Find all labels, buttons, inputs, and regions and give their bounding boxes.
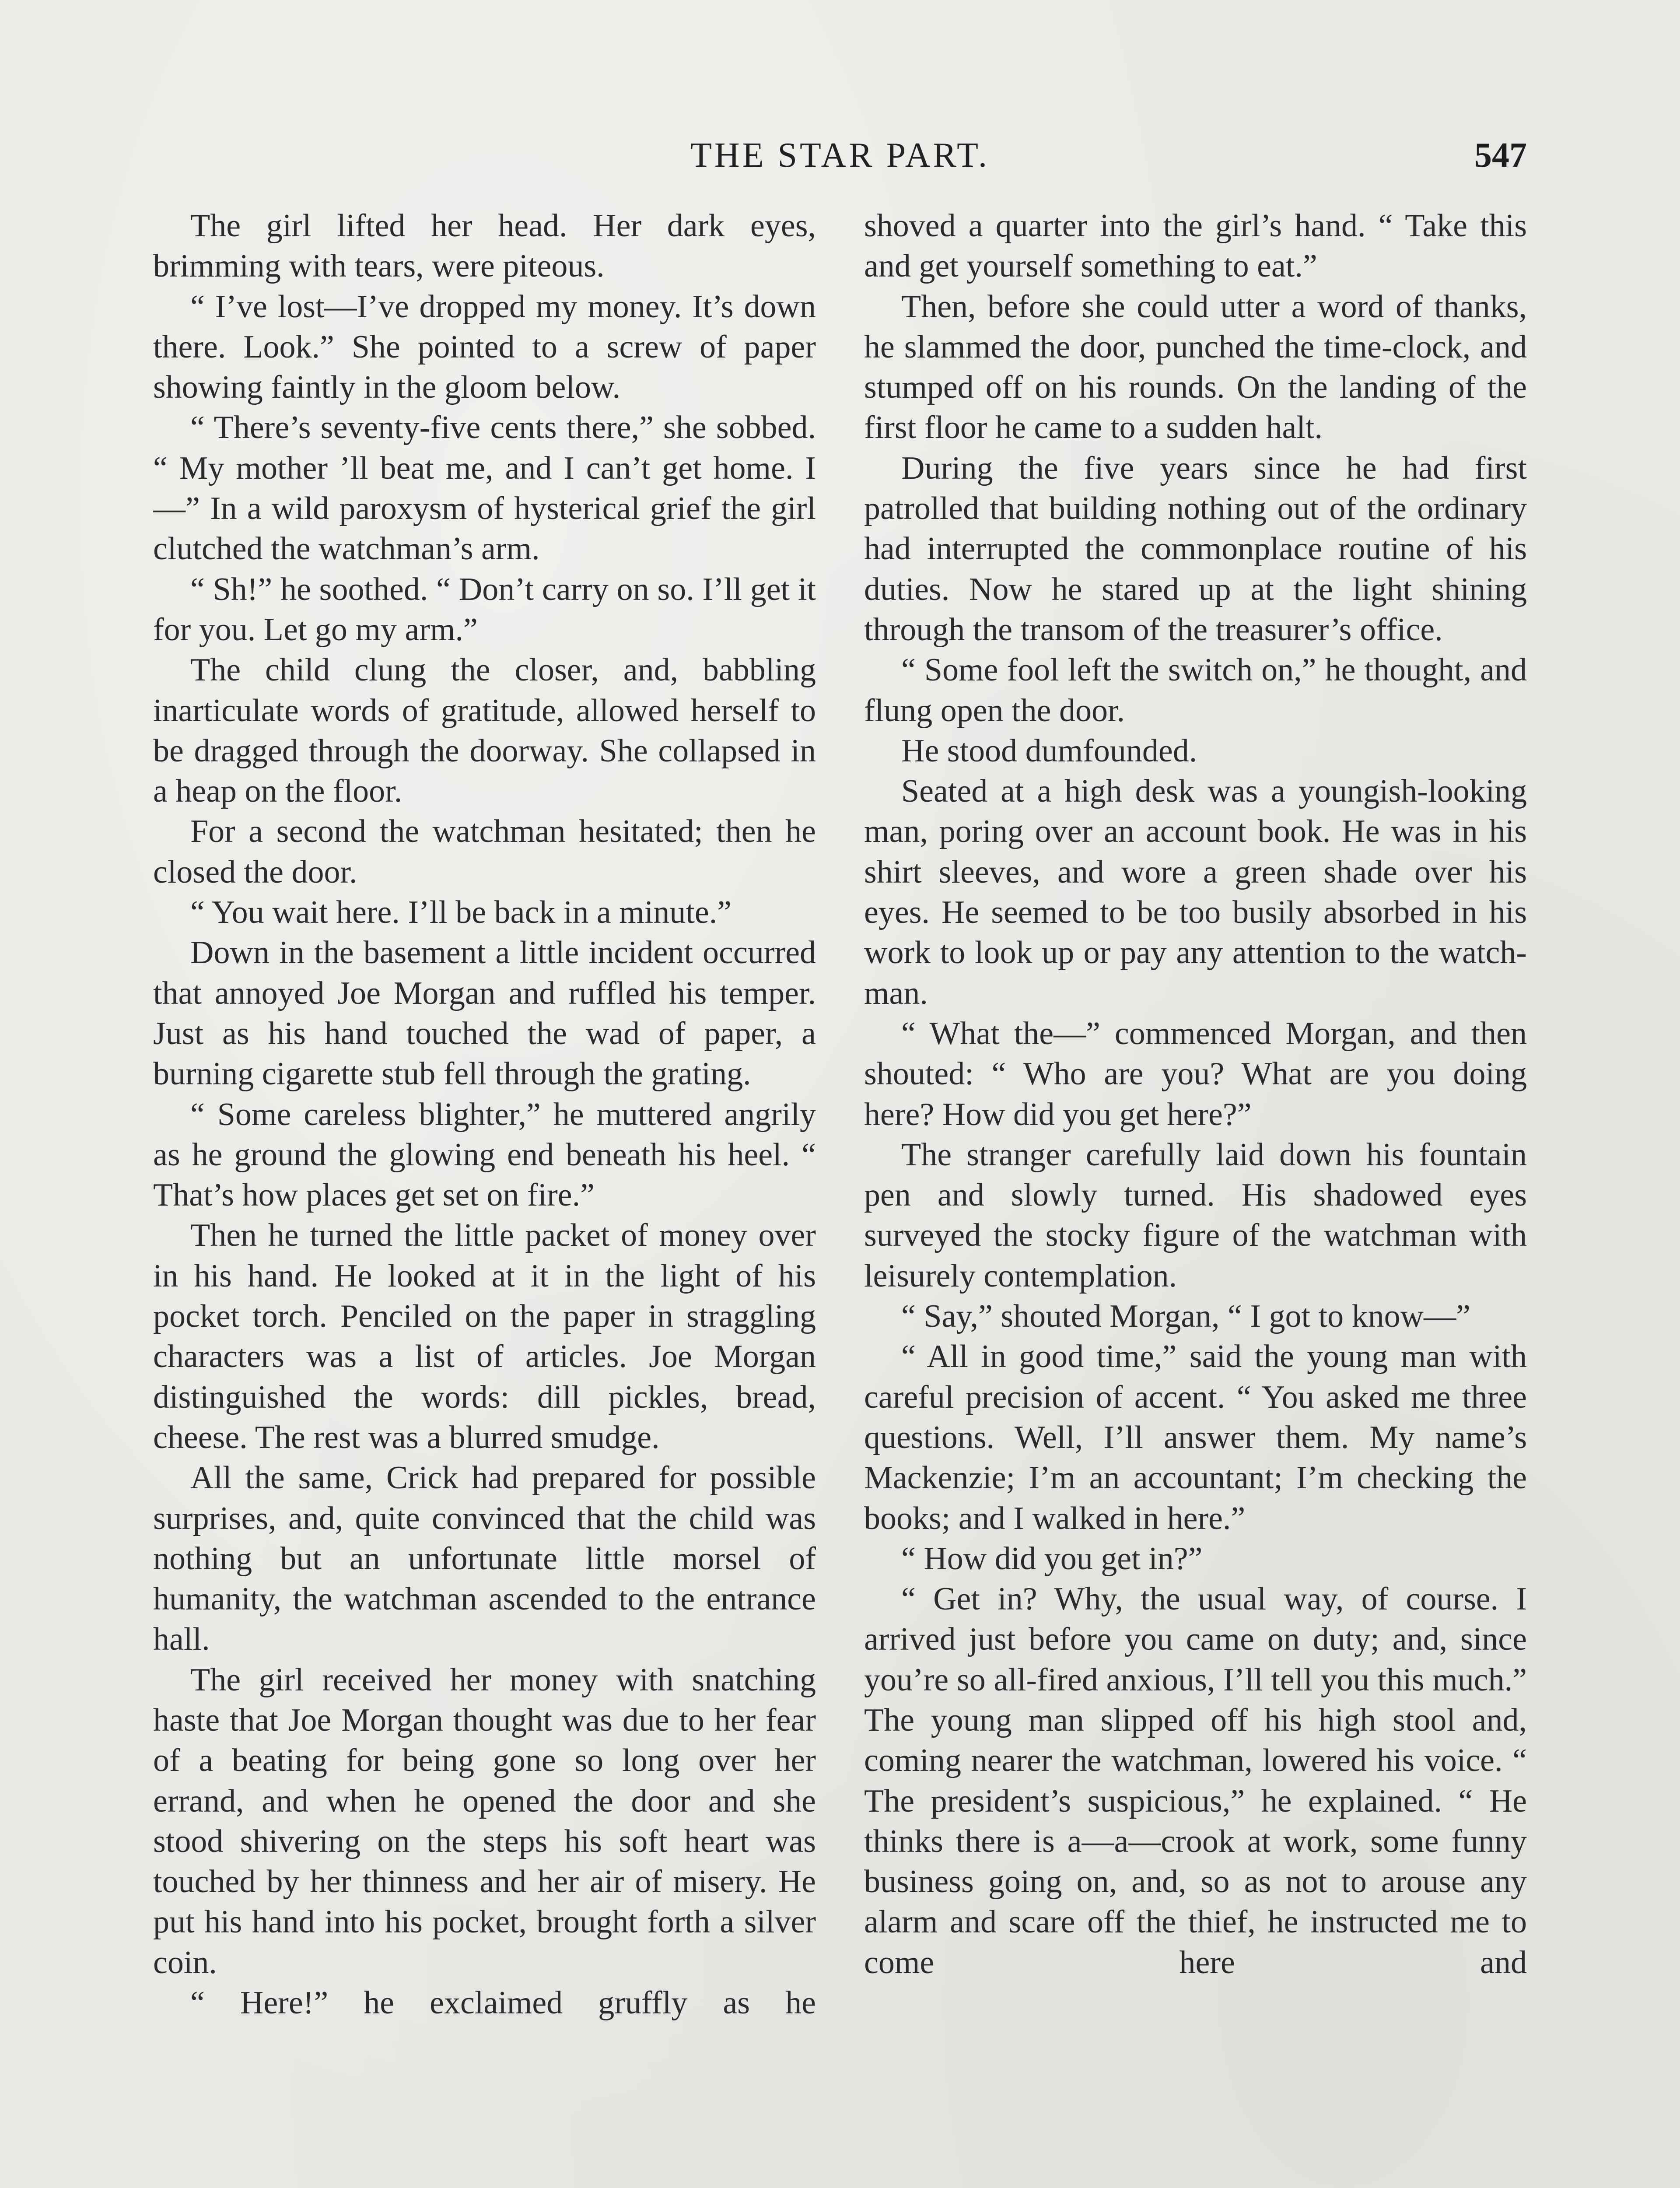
paragraph: “ What the—” commenced Morgan, and then shouted: “ Who are you? What are you doing here? How did you get here?” — [864, 1015, 1527, 1133]
running-title: THE STAR PART. — [690, 136, 990, 175]
right-column — [864, 206, 1527, 2188]
paragraph: Then he turned the little packet of money over in his hand. He looked at it in the light of his pocket torch. Penciled on the paper in straggling characters was a list of articles. Joe Morgan distinguished the words: dill pickles, bread, cheese. The rest was a blurred smudge. — [153, 1217, 816, 1455]
left-column — [153, 206, 816, 2188]
paragraph: “ All in good time,” said the young man with careful precision of accent. “ You asked me three questions. Well, I’ll answer them. My name’s Mackenzie; I’m an accountant; I’m checking the books; and I walked in here.” — [864, 1339, 1527, 1536]
text-columns — [153, 206, 1527, 2188]
paragraph: “ Some fool left the switch on,” he thought, and flung open the door. — [864, 652, 1527, 729]
paragraph: “ You wait here. I’ll be back in a minute.” — [190, 894, 732, 931]
paragraph: “ Some careless blighter,” he muttered angrily as he ground the glowing end beneath his heel. “ That’s how places get set on fire.” — [153, 1096, 816, 1213]
paragraph: All the same, Crick had prepared for possible surprises, and, quite convinced that the child was nothing but an unfortunate little morsel of humanity, the watchman ascended to the entrance hall. — [153, 1460, 816, 1658]
paragraph: The stranger carefully laid down his fountain pen and slowly turned. His shadowed eyes surveyed the stocky figure of the watchman with leisurely contemplation. — [864, 1136, 1527, 1294]
paragraph: Down in the basement a little incident occurred that annoyed Joe Morgan and ruffled his temper. Just as his hand touched the wad of paper, a burning cigarette stub fell through the grating. — [153, 935, 816, 1092]
paragraph: shoved a quarter into the girl’s hand. “ Take this and get yourself something to eat.” — [864, 208, 1527, 284]
paragraph: During the five years since he had first patrolled that building nothing out of the ordinary had interrupted the commonplace routine of his duties. Now he stared up at the light shining through the transom of the treasurer’s office. — [864, 450, 1527, 648]
paragraph: The girl lifted her head. Her dark eyes, brimming with tears, were piteous. — [153, 208, 816, 284]
page-number: 547 — [1474, 136, 1527, 175]
paragraph: He stood dumfounded. — [901, 733, 1197, 769]
paragraph: “ Here!” he exclaimed gruffly as he — [190, 1985, 816, 2021]
paragraph: Seated at a high desk was a youngish-looking man, poring over an account book. He was in his shirt sleeves, and wore a green shade over his eyes. He seemed to be too busily absorbed in his work to look up or pay any attention to the watchman. — [864, 773, 1527, 1011]
page-header — [153, 131, 1527, 179]
paragraph: For a second the watchman hesitated; then he closed the door. — [153, 813, 816, 890]
paragraph: “ Sh!” he soothed. “ Don’t carry on so. I’ll get it for you. Let go my arm.” — [153, 571, 816, 648]
paragraph: “ Say,” shouted Morgan, “ I got to know—” — [901, 1298, 1470, 1335]
paragraph: “ I’ve lost—I’ve dropped my money. It’s down there. Look.” She pointed to a screw of paper showing faintly in the gloom below. — [153, 288, 816, 406]
paragraph: The girl received her money with snatching haste that Joe Morgan thought was due to her fear of a beating for being gone so long over her errand, and when he opened the door and she stood shivering on the steps his soft heart was touched by her thinness and her air of misery. He put his hand into his pocket, brought forth a silver coin. — [153, 1662, 816, 1981]
paragraph: “ How did you get in?” — [901, 1540, 1203, 1577]
paragraph: “ There’s seventy-five cents there,” she sobbed. “ My mother ’ll beat me, and I can’t get home. I—” In a wild paroxysm of hysterical grief the girl clutched the watchman’s arm. — [153, 410, 816, 567]
paragraph: Then, before she could utter a word of thanks, he slammed the door, punched the time-clock, and stumped off on his rounds. On the landing of the first floor he came to a sudden halt. — [864, 288, 1527, 446]
paragraph: The child clung the closer, and, babbling inarticulate words of gratitude, allowed herself to be dragged through the doorway. She collapsed in a heap on the floor. — [153, 652, 816, 810]
paragraph: “ Get in? Why, the usual way, of course. I arrived just before you came on duty; and, since you’re so all-fired anxious, I’ll tell you this much.” The young man slipped off his high stool and, coming nearer the watchman, lowered his voice. “ The president’s suspicious,” he explained. “ He thinks there is a—a—crook at work, some funny business going on, and, so as not to arouse any alarm and scare off the thief, he instructed me to come here and — [864, 1581, 1527, 1981]
